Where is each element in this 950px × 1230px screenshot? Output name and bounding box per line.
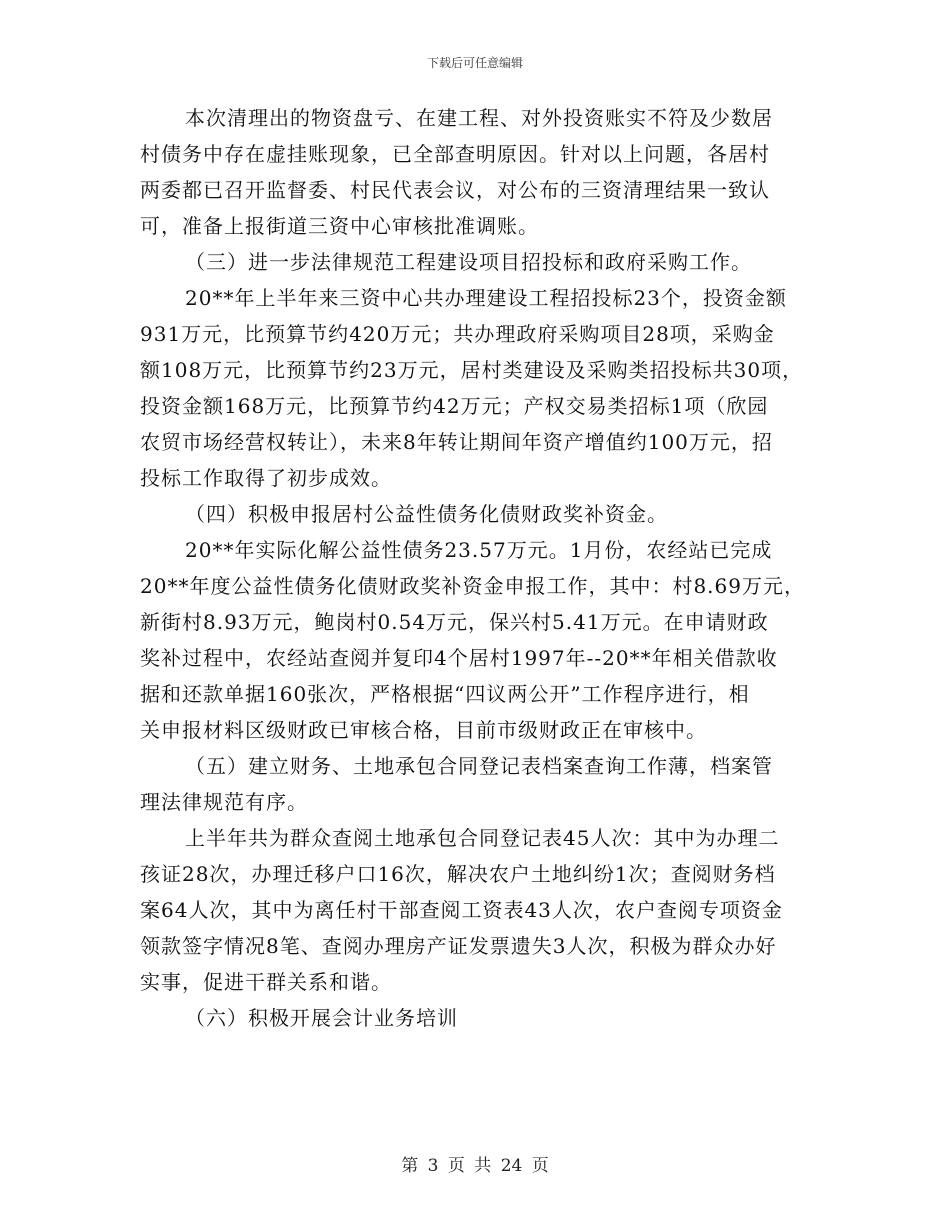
page-header: 下载后可任意编辑 [426,56,523,70]
text-line: 理法律规范有序。 [140,790,308,814]
text-line: 投标工作取得了初步成效。 [140,466,392,490]
text-line: 案64人次，其中为离任村干部查阅工资表43人次，农户查阅专项资金 [140,898,783,922]
text-line: 20**年度公益性债务化债财政奖补资金申报工作，其中：村8.69万元， [140,574,805,598]
text-line: （六）积极开展会计业务培训 [185,1006,458,1030]
text-line: 领款签字情况8笔、查阅办理房产证发票遗失3人次，积极为群众办好 [140,934,777,958]
text-line: （四）积极申报居村公益性债务化债财政奖补资金。 [185,502,668,526]
page-footer: 第 3 页 共 24 页 [401,1156,549,1176]
text-line: （三）进一步法律规范工程建设项目招投标和政府采购工作。 [185,250,752,274]
text-line: 上半年共为群众查阅土地承包合同登记表45人次：其中为办理二 [185,826,780,850]
text-line: 据和还款单据160张次，严格根据“四议两公开”工作程序进行，相 [140,682,750,706]
text-line: 可，准备上报街道三资中心审核批准调账。 [140,214,539,238]
text-line: 20**年实际化解公益性债务23.57万元。1月份，农经站已完成 [185,538,773,562]
text-line: 20**年上半年来三资中心共办理建设工程招投标23个，投资金额 [185,286,787,310]
text-line: 关申报材料区级财政已审核合格，目前市级财政正在审核中。 [140,718,707,742]
text-line: 农贸市场经营权转让），未来8年转让期间年资产增值约100万元，招 [140,430,773,454]
text-line: 两委都已召开监督委、村民代表会议，对公布的三资清理结果一致认 [140,178,770,202]
text-line: 本次清理出的物资盘亏、在建工程、对外投资账实不符及少数居 [185,106,773,130]
text-line: 新街村8.93万元，鲍岗村0.54万元，保兴村5.41万元。在申请财政 [140,610,769,634]
text-line: （五）建立财务、土地承包合同登记表档案查询工作薄，档案管 [185,754,773,778]
text-line: 额108万元，比预算节约23万元，居村类建设及采购类招投标共30项， [140,358,804,382]
text-line: 村债务中存在虚挂账现象，已全部查明原因。针对以上问题，各居村 [140,142,770,166]
text-line: 实事，促进干群关系和谐。 [140,970,392,994]
text-line: 奖补过程中，农经站查阅并复印4个居村1997年--20**年相关借款收 [140,646,778,670]
text-line: 投资金额168万元，比预算节约42万元；产权交易类招标1项（欣园 [140,394,769,418]
document-body [140,102,820,1038]
text-line: 孩证28次，办理迁移户口16次，解决农户土地纠纷1次；查阅财务档 [140,862,776,886]
text-line: 931万元，比预算节约420万元；共办理政府采购项目28项，采购金 [140,322,775,346]
